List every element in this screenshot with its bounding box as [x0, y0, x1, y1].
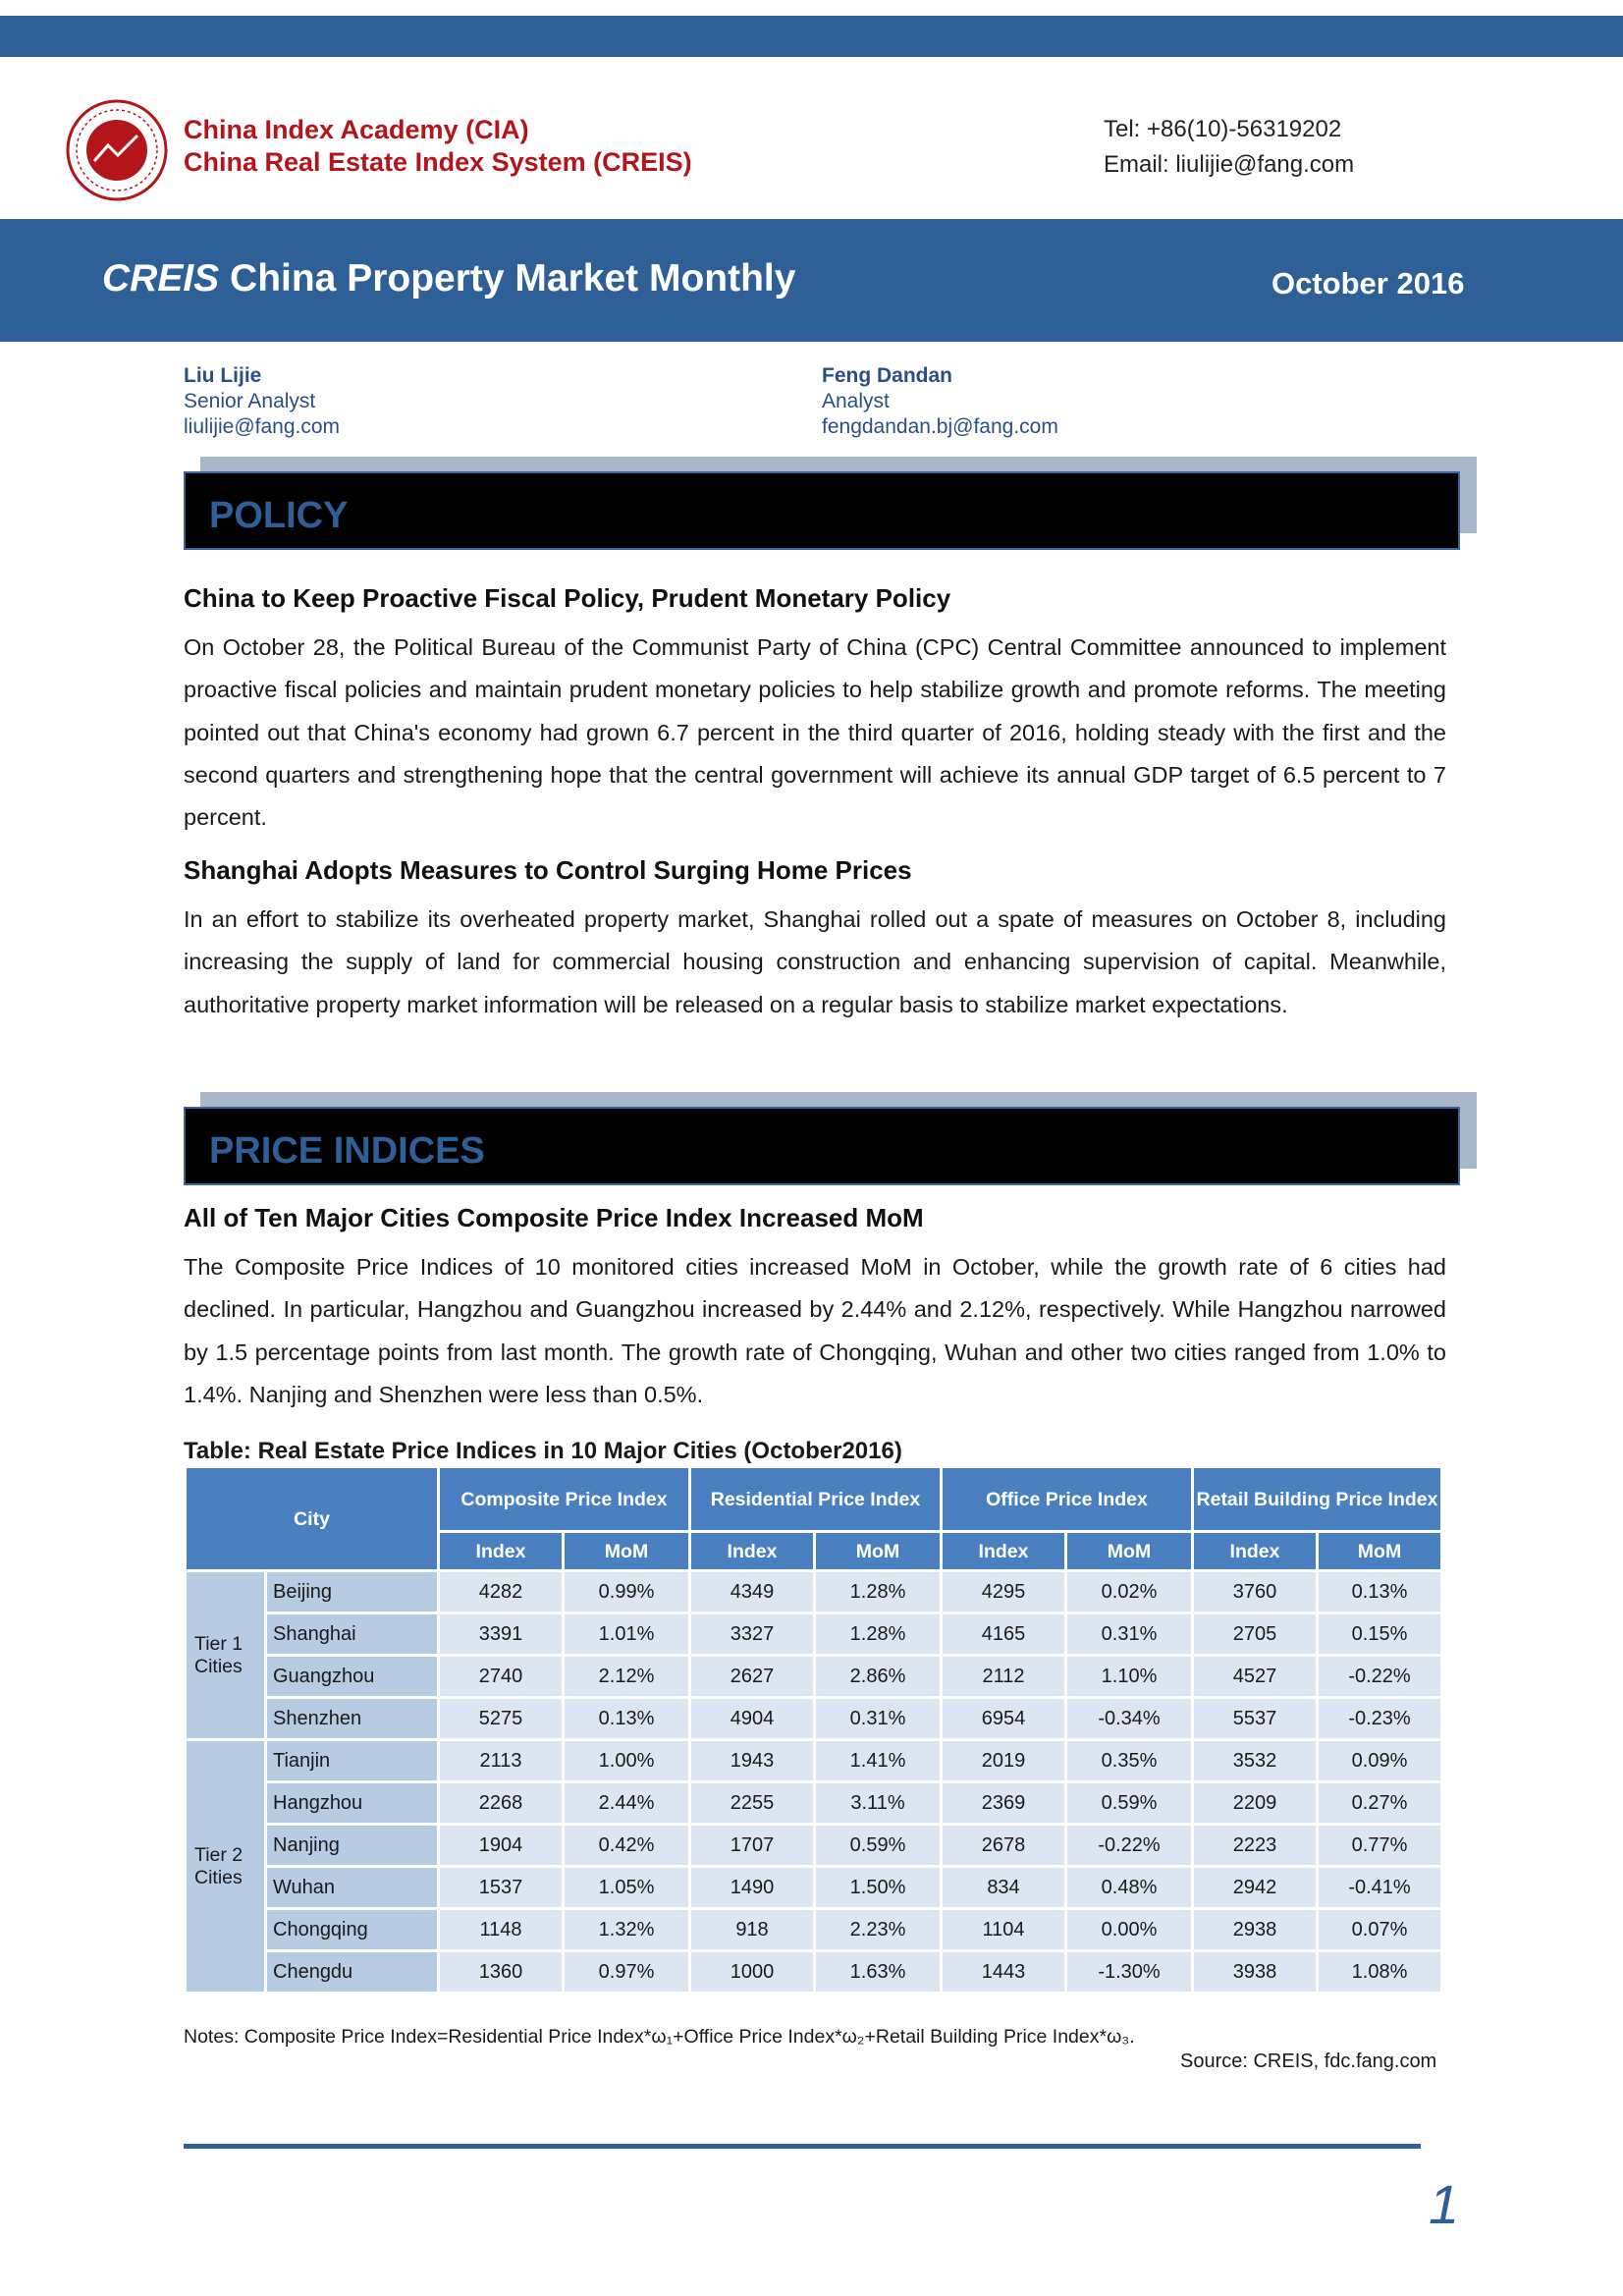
value-cell: 1.63%: [815, 1951, 942, 1994]
value-cell: 2019: [942, 1740, 1066, 1782]
sub-header: Index: [439, 1532, 564, 1571]
value-cell: 4282: [439, 1571, 564, 1613]
value-cell: 1.28%: [815, 1571, 942, 1613]
value-cell: 5537: [1193, 1698, 1318, 1740]
value-cell: 0.59%: [1066, 1782, 1193, 1825]
value-cell: -0.22%: [1066, 1825, 1193, 1867]
value-cell: 2627: [690, 1656, 815, 1698]
value-cell: 2740: [439, 1656, 564, 1698]
value-cell: 1707: [690, 1825, 815, 1867]
value-cell: -1.30%: [1066, 1951, 1193, 1994]
value-cell: 0.09%: [1318, 1740, 1442, 1782]
value-cell: 0.27%: [1318, 1782, 1442, 1825]
value-cell: 0.59%: [815, 1825, 942, 1867]
city-cell: Chengdu: [266, 1951, 439, 1994]
value-cell: 0.31%: [1066, 1613, 1193, 1656]
value-cell: 0.15%: [1318, 1613, 1442, 1656]
sub-header: Index: [942, 1532, 1066, 1571]
value-cell: -0.22%: [1318, 1656, 1442, 1698]
city-cell: Hangzhou: [266, 1782, 439, 1825]
cia-logo-icon: [65, 98, 169, 202]
table-row: [186, 1571, 1442, 1613]
value-cell: 4165: [942, 1613, 1066, 1656]
value-cell: 2113: [439, 1740, 564, 1782]
value-cell: 4349: [690, 1571, 815, 1613]
city-cell: Shanghai: [266, 1613, 439, 1656]
value-cell: 2268: [439, 1782, 564, 1825]
value-cell: -0.23%: [1318, 1698, 1442, 1740]
value-cell: 3327: [690, 1613, 815, 1656]
value-cell: 1.50%: [815, 1867, 942, 1909]
price-index-table: [184, 1465, 1443, 1995]
table-notes: Notes: Composite Price Index=Residential Price Index*ω₁+Office Price Index*ω₂+Retail Building Price Index*ω₃.: [184, 2026, 1135, 2048]
value-cell: 834: [942, 1867, 1066, 1909]
value-cell: 1.28%: [815, 1613, 942, 1656]
value-cell: 1443: [942, 1951, 1066, 1994]
value-cell: 2.86%: [815, 1656, 942, 1698]
value-cell: 0.00%: [1066, 1909, 1193, 1951]
table-row: [186, 1698, 1442, 1740]
city-cell: Guangzhou: [266, 1656, 439, 1698]
org-line-1: China Index Academy (CIA): [184, 115, 529, 144]
value-cell: 2369: [942, 1782, 1066, 1825]
sub-header: Index: [690, 1532, 815, 1571]
value-cell: 1.41%: [815, 1740, 942, 1782]
value-cell: 2.12%: [564, 1656, 690, 1698]
value-cell: 4527: [1193, 1656, 1318, 1698]
value-cell: 0.07%: [1318, 1909, 1442, 1951]
sub-header: MoM: [564, 1532, 690, 1571]
table-source: Source: CREIS, fdc.fang.com: [1180, 2050, 1437, 2072]
value-cell: 1490: [690, 1867, 815, 1909]
table-row: [186, 1613, 1442, 1656]
value-cell: 1904: [439, 1825, 564, 1867]
value-cell: 5275: [439, 1698, 564, 1740]
table-row: [186, 1867, 1442, 1909]
value-cell: 1.32%: [564, 1909, 690, 1951]
value-cell: 1104: [942, 1909, 1066, 1951]
value-cell: 2.23%: [815, 1909, 942, 1951]
value-cell: 0.42%: [564, 1825, 690, 1867]
value-cell: 1000: [690, 1951, 815, 1994]
table-caption: Table: Real Estate Price Indices in 10 Major Cities (October2016): [184, 1438, 902, 1464]
city-column-header: City: [186, 1467, 439, 1571]
sub-header: Index: [1193, 1532, 1318, 1571]
value-cell: 1148: [439, 1909, 564, 1951]
value-cell: 0.48%: [1066, 1867, 1193, 1909]
value-cell: 4904: [690, 1698, 815, 1740]
value-cell: 3532: [1193, 1740, 1318, 1782]
value-cell: 1943: [690, 1740, 815, 1782]
price-paragraph-1: The Composite Price Indices of 10 monitored cities increased MoM in October, while the growth rate of 6 cities had declined. In particular, Hangzhou and Guangzhou increased by 2.44% and 2.12%, respectively. While Hangzhou narrowed by 1.5 percentage points from last month. The growth rate of Chongqing, Wuhan and other two cities ranged from 1.0% to 1.4%. Nanjing and Shenzhen were less than 0.5%.: [184, 1254, 1446, 1407]
group-header: Retail Building Price Index: [1193, 1467, 1442, 1532]
value-cell: -0.34%: [1066, 1698, 1193, 1740]
value-cell: 3760: [1193, 1571, 1318, 1613]
sub-header: MoM: [815, 1532, 942, 1571]
policy-paragraph-2: In an effort to stabilize its overheated property market, Shanghai rolled out a spate of measures on October 8, including increasing the supply of land for commercial housing construction and enhancing supervision of capital. Meanwhile, authoritative property market information will be released on a regular basis to stabilize market expectations.: [184, 906, 1446, 1017]
author-2: [822, 363, 1058, 440]
report-title: [102, 257, 795, 301]
value-cell: 0.13%: [1318, 1571, 1442, 1613]
author-1: [184, 363, 340, 440]
tier-label: Tier 2 Cities: [186, 1740, 266, 1994]
value-cell: 2942: [1193, 1867, 1318, 1909]
policy-paragraph-1: On October 28, the Political Bureau of the Communist Party of China (CPC) Central Committee announced to implement proactive fiscal policies and maintain prudent monetary policies to help stabilize growth and promote reforms. The meeting pointed out that China's economy had grown 6.7 percent in the third quarter of 2016, holding steady with the first and the second quarters and strengthening hope that the central government will achieve its annual GDP target of 6.5 percent to 7 percent.: [184, 634, 1446, 831]
page-number: 1: [1429, 2173, 1460, 2235]
organization-names: [184, 114, 692, 179]
value-cell: 0.02%: [1066, 1571, 1193, 1613]
city-cell: Nanjing: [266, 1825, 439, 1867]
value-cell: 0.99%: [564, 1571, 690, 1613]
value-cell: 918: [690, 1909, 815, 1951]
city-cell: Chongqing: [266, 1909, 439, 1951]
value-cell: 2255: [690, 1782, 815, 1825]
value-cell: 2.44%: [564, 1782, 690, 1825]
section-box: [184, 471, 1460, 550]
value-cell: 2678: [942, 1825, 1066, 1867]
group-header: Office Price Index: [942, 1467, 1193, 1532]
city-cell: Tianjin: [266, 1740, 439, 1782]
author-role: Analyst: [822, 390, 890, 412]
report-title-rest: China Property Market Monthly: [219, 257, 796, 300]
table-row: [186, 1951, 1442, 1994]
section-label: PRICE INDICES: [209, 1130, 485, 1172]
org-line-2: China Real Estate Index System (CREIS): [184, 147, 692, 177]
value-cell: 1.00%: [564, 1740, 690, 1782]
value-cell: 3938: [1193, 1951, 1318, 1994]
table-row: [186, 1656, 1442, 1698]
report-title-brand: CREIS: [102, 257, 220, 300]
value-cell: 3.11%: [815, 1782, 942, 1825]
value-cell: 1537: [439, 1867, 564, 1909]
city-cell: Shenzhen: [266, 1698, 439, 1740]
value-cell: 2705: [1193, 1613, 1318, 1656]
price-heading-1: All of Ten Major Cities Composite Price Index Increased MoM: [184, 1203, 924, 1232]
author-name: Liu Lijie: [184, 364, 262, 387]
value-cell: 4295: [942, 1571, 1066, 1613]
value-cell: 2112: [942, 1656, 1066, 1698]
value-cell: 1.10%: [1066, 1656, 1193, 1698]
table-row: [186, 1825, 1442, 1867]
value-cell: -0.41%: [1318, 1867, 1442, 1909]
value-cell: 2223: [1193, 1825, 1318, 1867]
policy-section-header: [184, 471, 1460, 550]
value-cell: 1.01%: [564, 1613, 690, 1656]
value-cell: 6954: [942, 1698, 1066, 1740]
tier-label: Tier 1 Cities: [186, 1571, 266, 1740]
sub-header: MoM: [1318, 1532, 1442, 1571]
author-email: liulijie@fang.com: [184, 415, 341, 438]
section-label: POLICY: [209, 495, 349, 536]
value-cell: 1.08%: [1318, 1951, 1442, 1994]
footer-rule: [184, 2144, 1421, 2149]
top-bar: [0, 16, 1623, 57]
table-row: [186, 1740, 1442, 1782]
value-cell: 0.97%: [564, 1951, 690, 1994]
table-row: [186, 1909, 1442, 1951]
value-cell: 1360: [439, 1951, 564, 1994]
group-header: Composite Price Index: [439, 1467, 690, 1532]
author-name: Feng Dandan: [822, 364, 953, 387]
author-role: Senior Analyst: [184, 390, 316, 412]
value-cell: 0.77%: [1318, 1825, 1442, 1867]
group-header: Residential Price Index: [690, 1467, 942, 1532]
author-email: fengdandan.bj@fang.com: [822, 415, 1058, 438]
value-cell: 0.35%: [1066, 1740, 1193, 1782]
policy-heading-1: China to Keep Proactive Fiscal Policy, Prudent Monetary Policy: [184, 583, 951, 613]
table-row: [186, 1782, 1442, 1825]
report-date: October 2016: [1271, 266, 1465, 301]
city-cell: Beijing: [266, 1571, 439, 1613]
value-cell: 3391: [439, 1613, 564, 1656]
contact-info: [1104, 112, 1354, 183]
price-indices-section-header: [184, 1107, 1460, 1185]
value-cell: 2938: [1193, 1909, 1318, 1951]
email: Email: liulijie@fang.com: [1104, 151, 1355, 178]
tel: Tel: +86(10)-56319202: [1104, 116, 1342, 142]
sub-header: MoM: [1066, 1532, 1193, 1571]
city-cell: Wuhan: [266, 1867, 439, 1909]
value-cell: 1.05%: [564, 1867, 690, 1909]
policy-heading-2: Shanghai Adopts Measures to Control Surging Home Prices: [184, 855, 912, 885]
value-cell: 2209: [1193, 1782, 1318, 1825]
value-cell: 0.13%: [564, 1698, 690, 1740]
value-cell: 0.31%: [815, 1698, 942, 1740]
